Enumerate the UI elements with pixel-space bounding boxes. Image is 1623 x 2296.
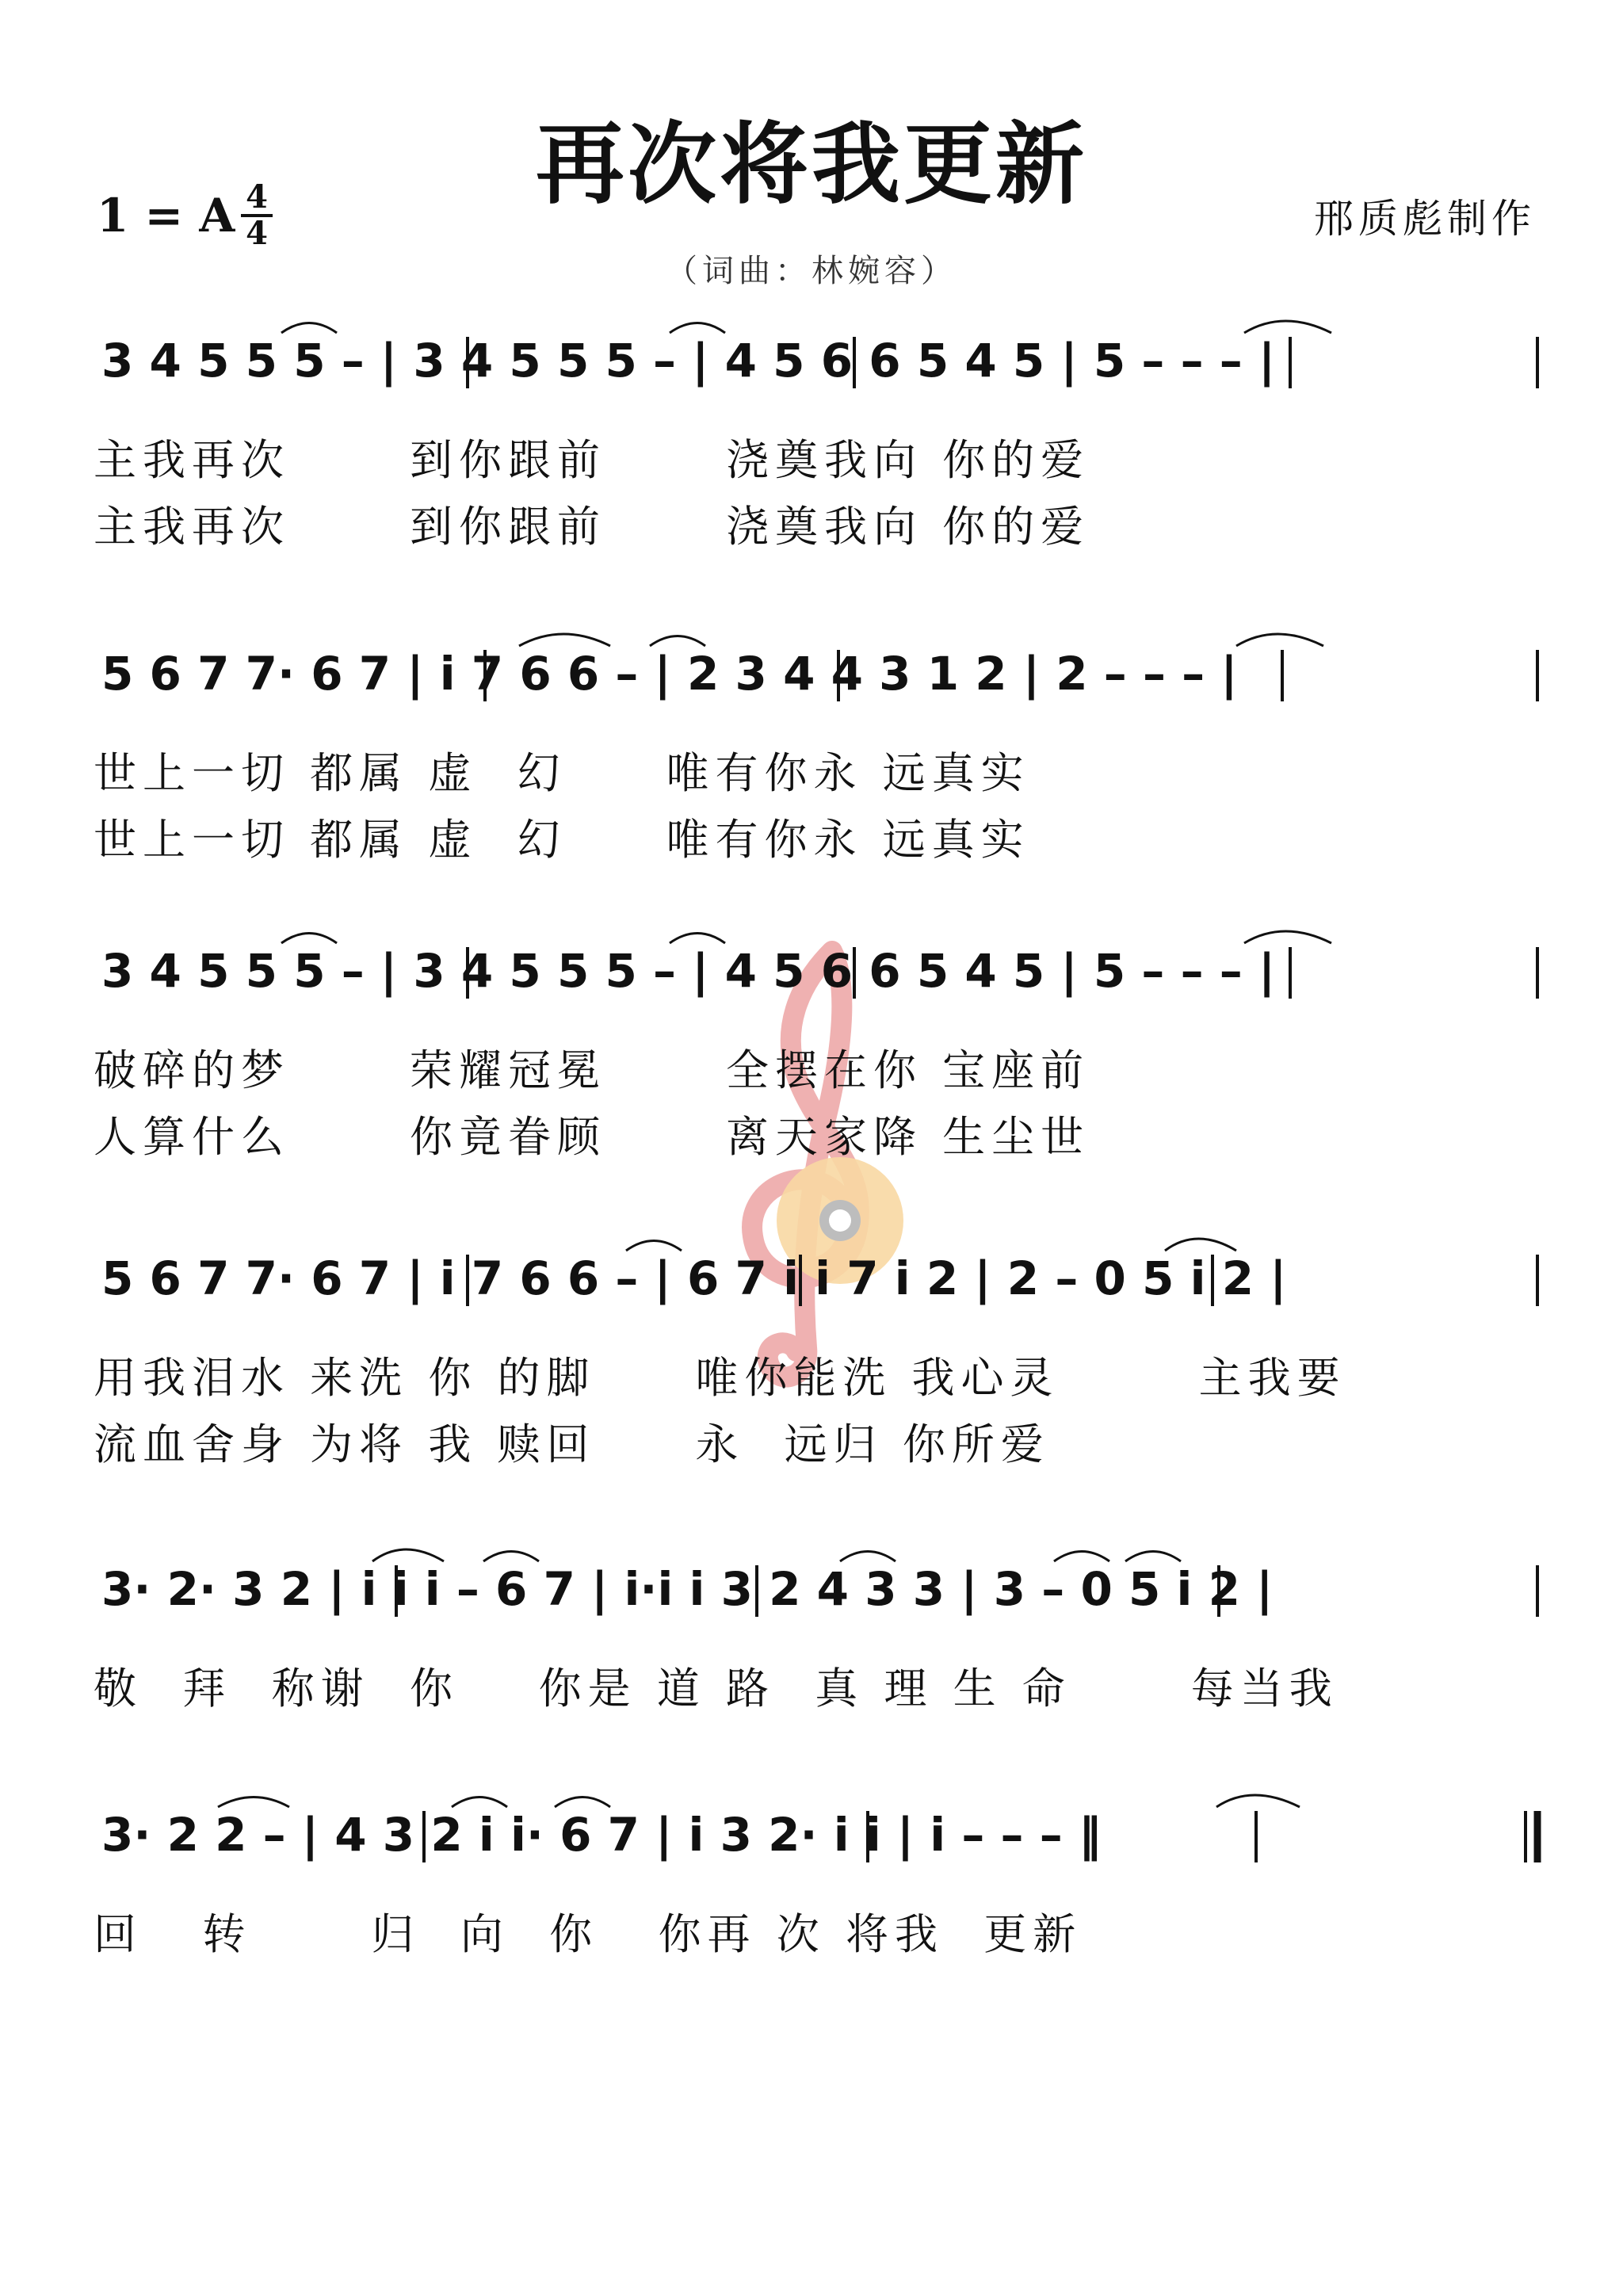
song-title: 再次将我更新 — [536, 113, 1087, 216]
lyrics-verse-1: 世上一切 都属 虚 幻 唯有你永 远真实 — [94, 748, 1030, 798]
lyrics-verse-1: 主我再次 到你跟前 浇奠我向 你的爱 — [94, 435, 1090, 485]
notation-text: 3 4 5 5 5 – | 3 4 5 5 5 – | 4 5 6 6 5 4 5 | 5 – – – | — [101, 944, 1276, 998]
notation-text: 5 6 7 7· 6 7 | i 7 6 6 – | 2 3 4 4 3 1 2 | 2 – – – | — [101, 647, 1238, 701]
score-system-1 — [0, 309, 1623, 552]
lyrics-verse-1: 用我泪水 来洗 你 的脚 唯你能洗 我心灵 主我要 — [94, 1353, 1346, 1403]
lyrics-music-credit: （词曲：林婉容） — [666, 253, 957, 289]
time-signature — [238, 178, 276, 252]
lyrics-verse-2: 流血舍身 为将 我 赎回 永 远归 你所爱 — [94, 1419, 1050, 1469]
lyrics-verse-2: 主我再次 到你跟前 浇奠我向 你的爱 — [94, 502, 1090, 552]
notation-line-1 — [0, 309, 1623, 404]
notation-line-4 — [0, 1227, 1623, 1322]
notation-text: 5 6 7 7· 6 7 | i 7 6 6 – | 6 7 i i 7 i 2 | 2 – 0 5 i 2 | — [101, 1251, 1287, 1305]
score-system-5 — [0, 1538, 1623, 1775]
notation-line-3 — [0, 919, 1623, 1014]
notation-line-5 — [0, 1538, 1623, 1633]
time-numerator: 4 — [246, 178, 268, 216]
notation-text: 3· 2· 3 2 | i i i – 6 7 | i·i i 3 2 4 3 3 | 3 – 0 5 i 2 | — [101, 1562, 1274, 1616]
key-signature: 1 = A — [97, 189, 235, 243]
score-system-6 — [0, 1783, 1623, 2021]
score-system-2 — [0, 622, 1623, 865]
notation-text: 3 4 5 5 5 – | 3 4 5 5 5 – | 4 5 6 6 5 4 5 | 5 – – – | — [101, 334, 1276, 388]
notation-line-6 — [0, 1783, 1623, 1878]
score-system-4 — [0, 1227, 1623, 1469]
lyrics-verse-2: 世上一切 都属 虚 幻 唯有你永 远真实 — [94, 815, 1030, 865]
notation-text: 3· 2 2 – | 4 3 2 i i· 6 7 | i 3 2· i i | i – – – ‖ — [101, 1808, 1102, 1862]
lyrics-verse-2: 人算什么 你竟眷顾 离天家降 生尘世 — [94, 1112, 1090, 1162]
lyrics-verse-1: 破碎的梦 荣耀冠冕 全摆在你 宝座前 — [94, 1045, 1090, 1095]
notation-line-2 — [0, 622, 1623, 717]
score-system-3 — [0, 919, 1623, 1162]
time-denominator: 4 — [246, 215, 268, 252]
lyrics-verse-1: 回 转 归 向 你 你再 次 将我 更新 — [94, 1909, 1083, 1959]
arranger-credit: 邢质彪制作 — [1314, 196, 1536, 242]
lyrics-verse-1: 敬 拜 称谢 你 你是 道 路 真 理 生 命 每当我 — [94, 1664, 1338, 1713]
